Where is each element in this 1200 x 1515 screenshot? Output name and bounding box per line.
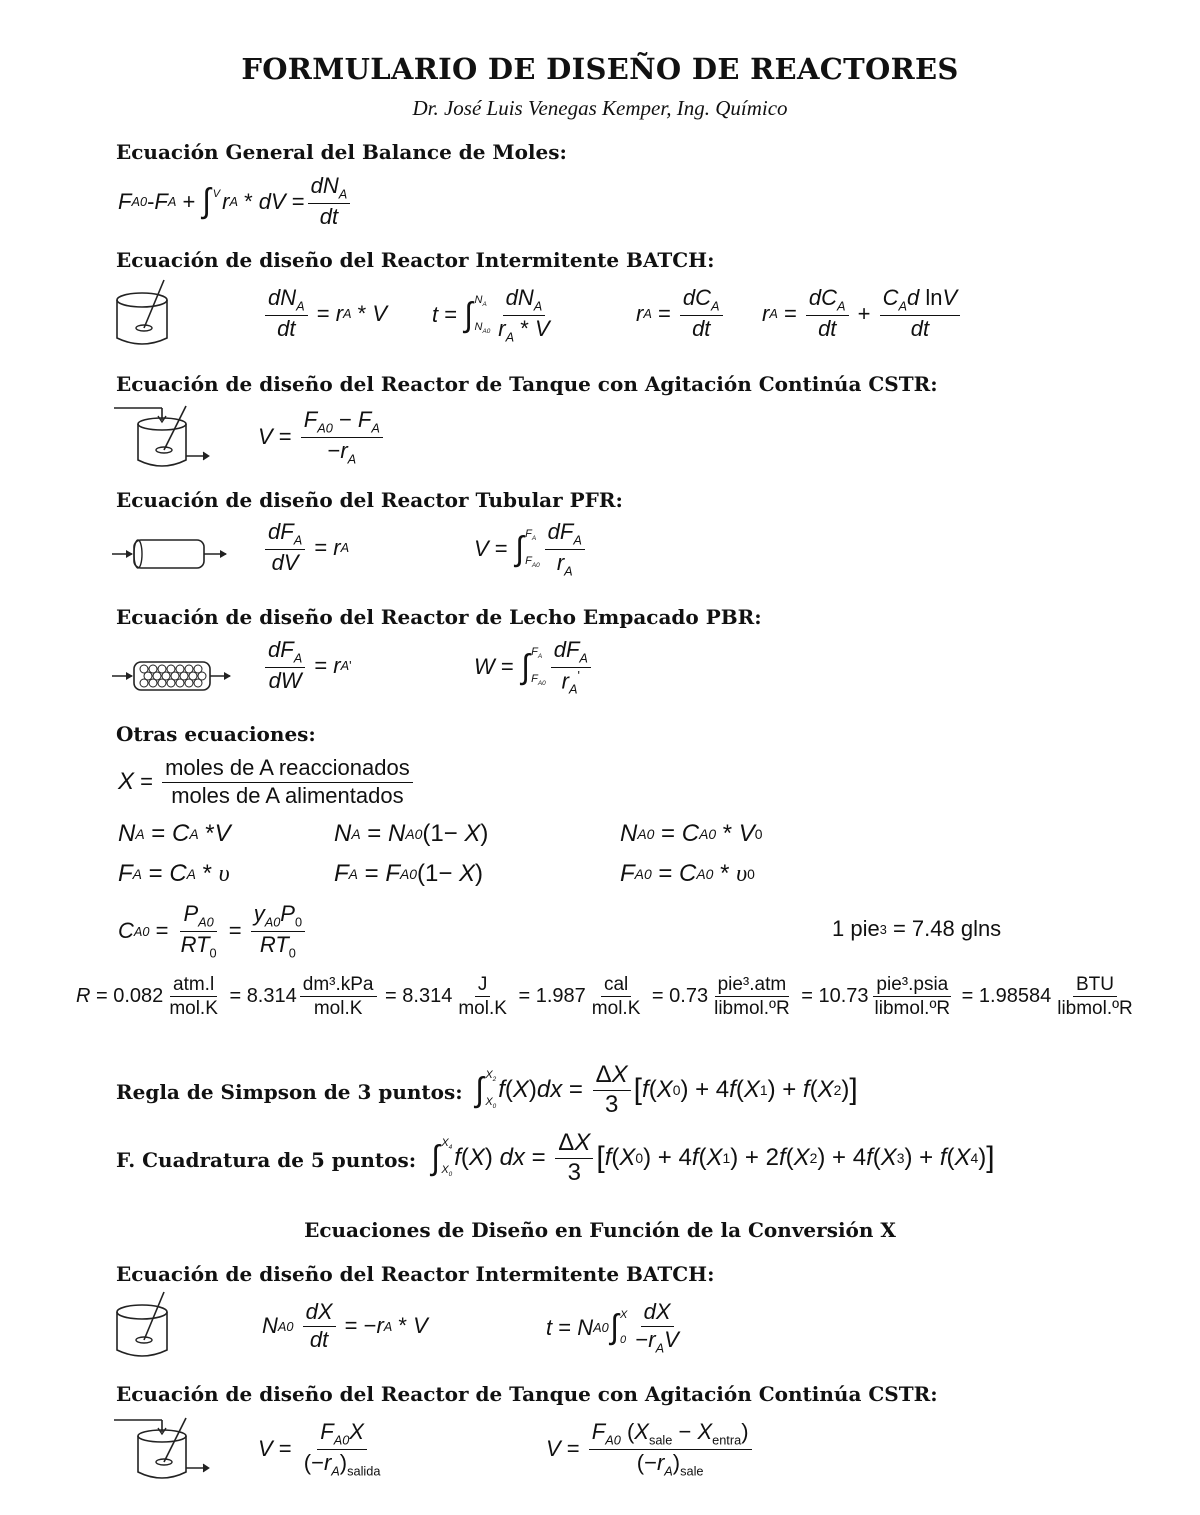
equation-moles-concentration: N A = C A * V bbox=[118, 820, 231, 847]
equation-cstr-conversion-volume-inout: V = $\frac{F_{A0} (X_{sale} - X_{entra})}{(-r_A)_{sale}}$ bbox=[546, 1420, 755, 1478]
conversion-numerator: moles de A reaccionados bbox=[162, 756, 413, 783]
equation-volume-conversion-factor: 1 pie 3 = 7.48 glns bbox=[832, 916, 1002, 941]
equation-batch-conversion-time: t = N A0 ∫ X 0 $\frac{dX}{-r_AV}$ bbox=[546, 1299, 679, 1356]
section-heading-cstr: Ecuación de diseño del Reactor de Tanque con Agitación Continúa CSTR: bbox=[116, 372, 938, 396]
equation-cstr-conversion-volume: V = $\frac{F_{A0}X}{(-r_A)_{salida}}$ bbox=[258, 1419, 381, 1479]
batch-reactor-icon bbox=[112, 1290, 174, 1362]
gas-constant-unit: $\frac{\text{dm³.kPa}}{\text{mol.K}}$ bbox=[300, 974, 377, 1020]
section-heading-pbr: Ecuación de diseño del Reactor de Lecho Empacado PBR: bbox=[116, 605, 762, 629]
equation-quadrature-5-points: ∫ $X_4$ $X_0$ f ( X ) dx = $\frac{\Delta X}{3}$ [ f ( X 0 ) + 4 f ( X 1 ) + 2 f ( X 2 ) + 4 f ( X 3 ) + f ( X 4 ) ] bbox=[431, 1129, 995, 1186]
gas-constant-unit: $\frac{\text{cal}}{\text{mol.K}}$ bbox=[591, 974, 641, 1020]
pbr-packed-bed-icon bbox=[112, 656, 234, 696]
equation-pbr-weight-integral: W = ∫ $F_A$ $F_{A0}$ $\frac{dF_A}{r_A'}$ bbox=[474, 638, 594, 697]
equation-batch-conversion-differential: N A0 $\frac{dX}{dt}$ = − r A * V bbox=[262, 1299, 428, 1352]
section-heading-general: Ecuación General del Balance de Moles: bbox=[116, 140, 567, 164]
page-subtitle: Dr. José Luis Venegas Kemper, Ing. Químico bbox=[412, 96, 788, 120]
equation-gas-constant: R = 0.082 $\frac{\text{atm.l}}{\text{mol.K}}$ = 8.314 $\frac{\text{dm³.kPa}}{\text{mol.K}}$ = 8.314 $\frac{J}{\text{mol.K}}$ = 1.987 $\frac{\text{cal}}{\text{mol.K}}$ = 0.73 $\frac{\text{pie³.atm}}{\text{libmol.ºR}}$ = 10.73 $\frac{\text{pie³.psia}}{\text{libmol.ºR}}$ = 1.98584 $\frac{\text{BTU}}{\text{libmol.ºR}}$ bbox=[76, 974, 1139, 1020]
equation-pfr-volume-integral: V = ∫ $F_A$ $F_{A0}$ $\frac{dF_A}{r_A}$ bbox=[474, 520, 588, 578]
equation-flow-conversion: F A = F A0 (1− X ) bbox=[334, 860, 484, 887]
pfr-tube-icon bbox=[112, 534, 232, 574]
equation-pbr-differential: $\frac{dF_A}{dW}$ = r A ' bbox=[262, 638, 352, 693]
section-heading-batch-conversion: Ecuación de diseño del Reactor Intermitente BATCH: bbox=[116, 1262, 715, 1286]
section-heading-conversion: Ecuaciones de Diseño en Función de la Conversión X bbox=[304, 1218, 896, 1242]
cstr-reactor-icon bbox=[112, 402, 212, 472]
section-heading-cuadratura: F. Cuadratura de 5 puntos: bbox=[116, 1148, 417, 1172]
equation-simpson-3-points: ∫ $X_2$ $X_0$ f ( X ) dx = $\frac{\Delta X}{3}$ [ f ( X 0 ) + 4 f ( X 1 ) + f ( X 2 ) ] bbox=[475, 1061, 858, 1118]
equation-moles-conversion: N A = N A0 (1− X ) bbox=[334, 820, 489, 847]
page-title: FORMULARIO DE DISEÑO DE REACTORES bbox=[241, 52, 959, 86]
section-heading-pfr: Ecuación de diseño del Reactor Tubular PFR: bbox=[116, 488, 623, 512]
gas-constant-unit: $\frac{\text{pie³.atm}}{\text{libmol.ºR}}$ bbox=[714, 974, 790, 1020]
equation-pfr-differential: $\frac{dF_A}{dV}$ = r A bbox=[262, 520, 349, 575]
gas-constant-unit: $\frac{\text{atm.l}}{\text{mol.K}}$ bbox=[169, 974, 218, 1020]
section-heading-batch: Ecuación de diseño del Reactor Intermitente BATCH: bbox=[116, 248, 715, 272]
equation-cstr-volume: V = $\frac{F_{A0} - F_A}{-r_A}$ bbox=[258, 408, 386, 466]
cstr-reactor-icon bbox=[112, 1414, 212, 1484]
equation-ideal-gas-concentration: C A0 = $\frac{P_{A0}}{RT_0}$ = $\frac{y_{A0}P_0}{RT_0}$ bbox=[118, 902, 308, 960]
equation-conversion-definition: X = $\frac{\text{moles de A reaccionados}}{\text{moles de A alimentados}}$ bbox=[118, 756, 416, 808]
equation-batch-time-integral: t = ∫ $N_A$ $N_{A0}$ $\frac{dN_A}{r_A * V}$ bbox=[432, 285, 550, 345]
equation-initial-moles: N A0 = C A0 * V 0 bbox=[620, 820, 763, 847]
equation-batch-differential: $\frac{dN_A}{dt}$ = r A * V bbox=[262, 286, 387, 341]
gas-constant-unit: $\frac{\text{BTU}}{\text{libmol.ºR}}$ bbox=[1057, 974, 1133, 1020]
batch-reactor-icon bbox=[112, 278, 174, 350]
equation-general-mole-balance: F A0 - F A + ∫ V r A * dV = $\frac{dN_A}{dt}$ bbox=[118, 174, 353, 229]
conversion-denominator: moles de A alimentados bbox=[171, 782, 404, 808]
equation-flow-concentration: F A = C A * υ bbox=[118, 860, 230, 887]
gas-constant-unit: $\frac{\text{pie³.psia}}{\text{libmol.ºR}}$ bbox=[874, 974, 951, 1020]
equation-batch-rate-constant-volume: r A = $\frac{dC_A}{dt}$ bbox=[636, 286, 726, 341]
section-heading-simpson: Regla de Simpson de 3 puntos: bbox=[116, 1080, 463, 1104]
gas-constant-unit: $\frac{J}{\text{mol.K}}$ bbox=[458, 974, 507, 1020]
section-heading-cstr-conversion: Ecuación de diseño del Reactor de Tanque con Agitación Continúa CSTR: bbox=[116, 1382, 938, 1406]
section-heading-otras: Otras ecuaciones: bbox=[116, 722, 316, 746]
equation-initial-flow: F A0 = C A0 * υ 0 bbox=[620, 860, 755, 887]
equation-batch-rate-variable-volume: r A = $\frac{dC_A}{dt}$ + $\frac{C_Ad \ln V}{dt}$ bbox=[762, 286, 963, 341]
